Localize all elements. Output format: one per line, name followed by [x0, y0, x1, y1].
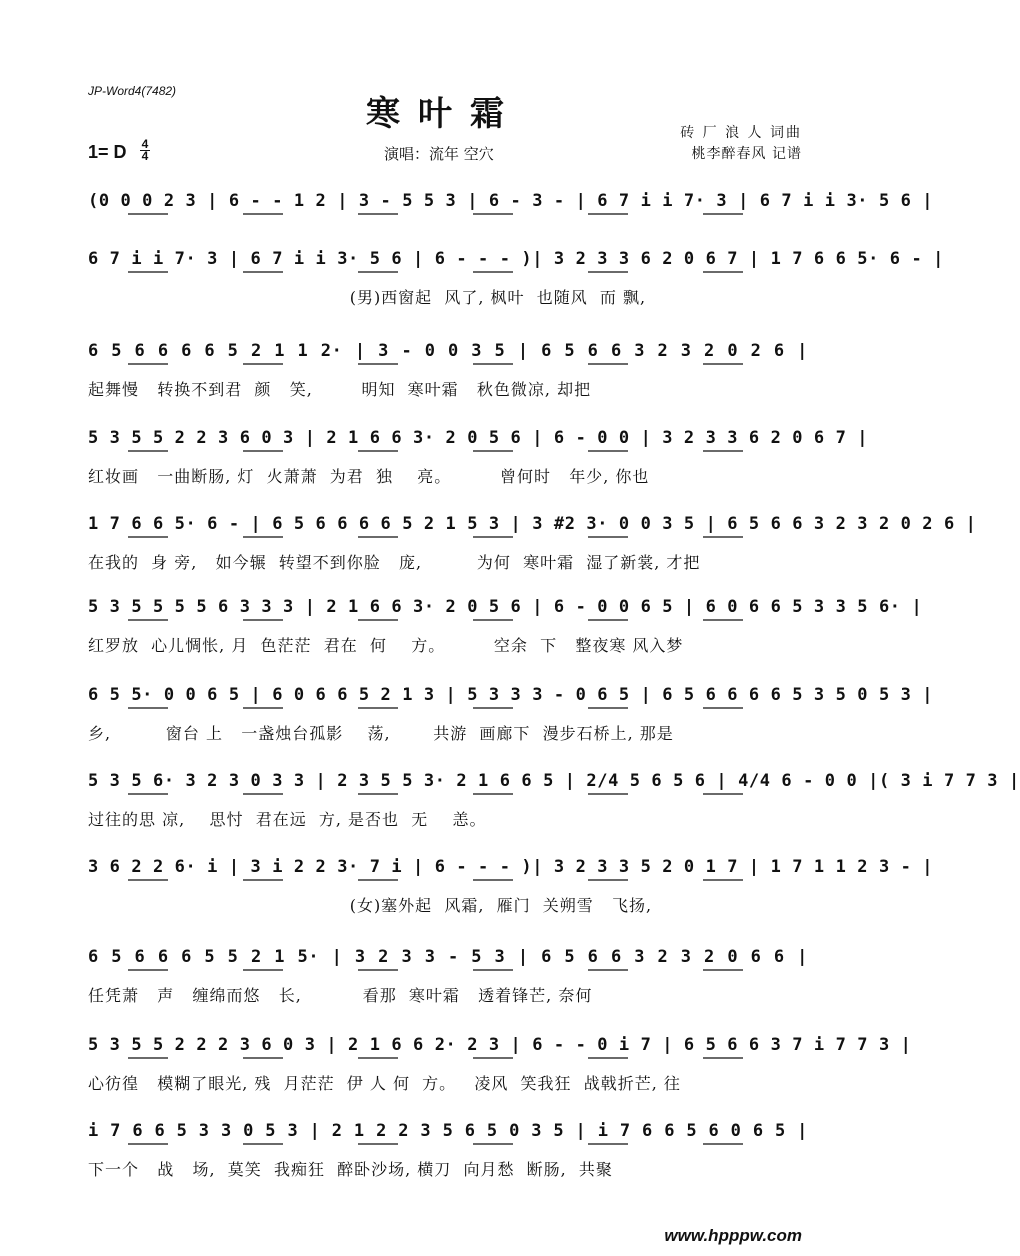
beam-lines	[88, 1142, 808, 1152]
site-watermark: www.hpppw.com	[664, 1226, 802, 1245]
beam-lines	[88, 968, 808, 978]
lyrics-line: 心彷徨 模糊了眼光, 残 月茫茫 伊 人 何 方。 凌风 笑我狂 战戟折芒, 往	[88, 1074, 681, 1093]
lyrics-line: 红妆画 一曲断肠, 灯 火萧萧 为君 独 亮。 曾何时 年少, 你也	[88, 467, 650, 486]
lyrics-line: 红罗放 心儿惆怅, 月 色茫茫 君在 何 方。 空余 下 整夜寒 风入梦	[88, 636, 684, 655]
beam-lines	[88, 449, 808, 459]
software-label: JP-Word4(7482)	[88, 84, 177, 98]
transcriber-credit: 桃李醉春风 记谱	[691, 146, 802, 162]
singer-credit: 演唱：流年 空穴	[384, 145, 494, 163]
song-title: 寒叶霜	[366, 94, 522, 134]
notation-line: (0 0 0 2 3 | 6 - - 1 2 | 3 - 5 5 3 | 6 - 3 - | 6 7 i i 7· 3 | 6 7 i i 3· 5 6 |	[88, 191, 934, 211]
notation-line: 5 3 5 5 2 2 3 6 0 3 | 2 1 6 6 3· 2 0 5 6 | 6 - 0 0 | 3 2 3 3 6 2 0 6 7 |	[88, 428, 869, 448]
lyrics-line: 乡, 窗台 上 一盏烛台孤影 荡, 共游 画廊下 漫步石桥上, 那是	[88, 724, 674, 743]
lyrics-line: 下一个 战 场, 莫笑 我痴狂 醉卧沙场, 横刀 向月愁 断肠, 共聚	[88, 1160, 613, 1179]
meter-top: 4	[141, 137, 149, 151]
notation-line: 5 3 5 5 2 2 2 3 6 0 3 | 2 1 6 6 2· 2 3 | 6 - - 0 i 7 | 6 5 6 6 3 7 i 7 7 3 |	[88, 1035, 912, 1055]
notation-line: 5 3 5 6· 3 2 3 0 3 3 | 2 3 5 5 3· 2 1 6 6 5 | 2/4 5 6 5 6 | 4/4 6 - 0 0 |( 3 i 7 7 3 |	[88, 771, 1020, 791]
lyrics-line: (女)塞外起 风霜, 雁门 关朔雪 飞扬,	[88, 896, 653, 915]
beam-lines	[88, 792, 808, 802]
beam-lines	[88, 1056, 808, 1066]
meter-bottom: 4	[141, 149, 149, 163]
time-signature	[140, 139, 150, 162]
notation-line: 6 5 5· 0 0 6 5 | 6 0 6 6 5 2 1 3 | 5 3 3 3 - 0 6 5 | 6 5 6 6 6 6 5 3 5 0 5 3 |	[88, 685, 934, 705]
notation-line: i 7 6 6 5 3 3 0 5 3 | 2 1 2 2 3 5 6 5 0 3 5 | i 7 6 6 5 6 0 6 5 |	[88, 1121, 808, 1141]
notation-line: 3 6 2 2 6· i | 3 i 2 2 3· 7 i | 6 - - - )| 3 2 3 3 5 2 0 1 7 | 1 7 1 1 2 3 - |	[88, 857, 934, 877]
beam-lines	[88, 706, 808, 716]
lyricist-credit: 砖 厂 浪 人 词曲	[680, 125, 802, 141]
beam-lines	[88, 535, 808, 545]
key-signature: 1= D	[88, 142, 127, 162]
notation-line: 6 5 6 6 6 5 5 2 1 5· | 3 2 3 3 - 5 3 | 6 5 6 6 3 2 3 2 0 6 6 |	[88, 947, 808, 967]
lyrics-line: 过往的思 凉, 思忖 君在远 方, 是否也 无 恙。	[88, 810, 487, 829]
beam-lines	[88, 270, 808, 280]
notation-line: 5 3 5 5 5 5 6 3 3 3 | 2 1 6 6 3· 2 0 5 6 | 6 - 0 0 6 5 | 6 0 6 6 5 3 3 5 6· |	[88, 597, 923, 617]
lyrics-line: 任凭萧 声 缠绵而悠 长, 看那 寒叶霜 透着锋芒, 奈何	[88, 986, 593, 1005]
beam-lines	[88, 362, 808, 372]
lyrics-line: (男)西窗起 风了, 枫叶 也随风 而 飘,	[88, 288, 647, 307]
beam-lines	[88, 212, 808, 222]
lyrics-line: 起舞慢 转换不到君 颜 笑, 明知 寒叶霜 秋色微凉, 却把	[88, 380, 592, 399]
notation-line: 1 7 6 6 5· 6 - | 6 5 6 6 6 6 5 2 1 5 3 | 3 #2 3· 0 0 3 5 | 6 5 6 6 3 2 3 2 0 2 6 |	[88, 514, 977, 534]
beam-lines	[88, 878, 808, 888]
lyrics-line: 在我的 身 旁, 如今辗 转望不到你脸 庞, 为何 寒叶霜 湿了新裳, 才把	[88, 553, 701, 572]
notation-line: 6 7 i i 7· 3 | 6 7 i i 3· 5 6 | 6 - - - )| 3 2 3 3 6 2 0 6 7 | 1 7 6 6 5· 6 - |	[88, 249, 944, 269]
beam-lines	[88, 618, 808, 628]
notation-line: 6 5 6 6 6 6 5 2 1 1 2· | 3 - 0 0 3 5 | 6 5 6 6 3 2 3 2 0 2 6 |	[88, 341, 808, 361]
